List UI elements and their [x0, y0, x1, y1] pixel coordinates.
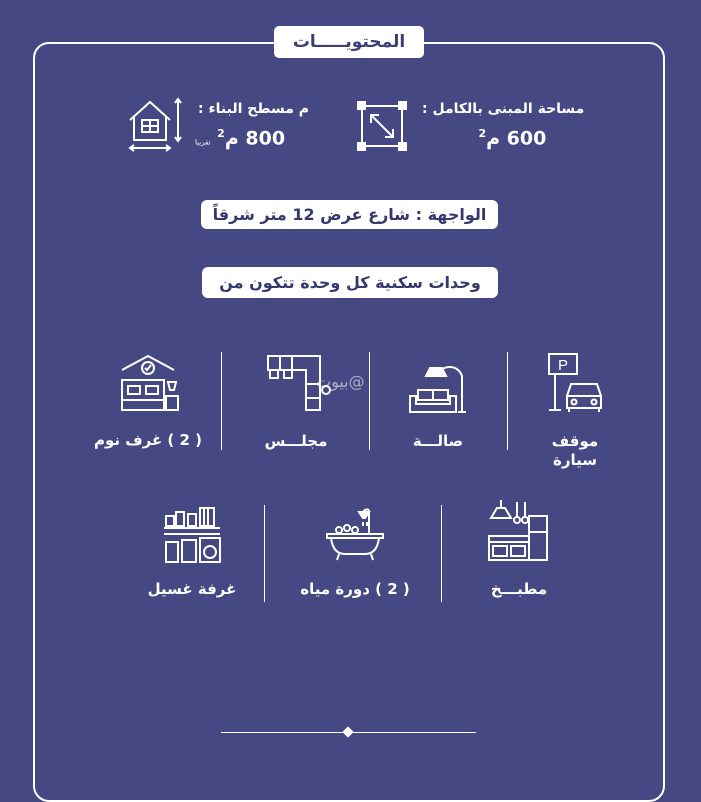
kitchen-icon	[487, 498, 551, 562]
laundry-label: غرفة غسيل	[147, 580, 237, 598]
hall-label: صالـــة	[412, 432, 464, 450]
laundry-icon	[162, 502, 224, 564]
sofa-lamp-icon	[406, 362, 470, 414]
svg-text:P: P	[557, 357, 569, 374]
facade-pill: الواجهة : شارع عرض 12 متر شرقاً	[201, 200, 498, 229]
bathrooms-label: ( 2 ) دورة مياه	[300, 580, 410, 598]
kitchen-label: مطبـــخ	[490, 580, 548, 598]
bathtub-icon	[325, 504, 385, 562]
area-measure-icon	[357, 101, 407, 151]
building-area-stat	[422, 101, 584, 149]
watermark: بيوت@	[316, 372, 365, 391]
build-surface-value: 800 م$^2$ تقريبا	[195, 127, 286, 150]
build-surface-label: م مسطح البناء :	[198, 101, 310, 117]
parking-car-icon	[545, 352, 607, 414]
bedroom-icon	[118, 352, 182, 414]
content-frame	[33, 42, 665, 802]
divider	[441, 505, 442, 602]
units-intro-pill: وحدات سكنية كل وحدة تتكون من	[202, 267, 498, 298]
bedrooms-label: ( 2 ) غرف نوم	[93, 431, 203, 449]
page-title: المحتويـــــات	[274, 26, 424, 58]
parking-label: موقف سيارة	[551, 432, 599, 469]
divider	[264, 505, 265, 602]
divider	[369, 352, 370, 450]
build-surface-stat	[195, 101, 309, 149]
building-area-value: 600 م$^2$	[478, 127, 547, 150]
approximate-note: تقريبا	[195, 138, 211, 147]
majlis-sofa-icon	[264, 352, 332, 414]
majlis-label: مجلـــس	[264, 432, 328, 450]
divider	[221, 352, 222, 450]
divider	[507, 352, 508, 450]
house-dimensions-icon	[126, 96, 182, 152]
building-area-label: مساحة المبنى بالكامل :	[422, 101, 585, 117]
